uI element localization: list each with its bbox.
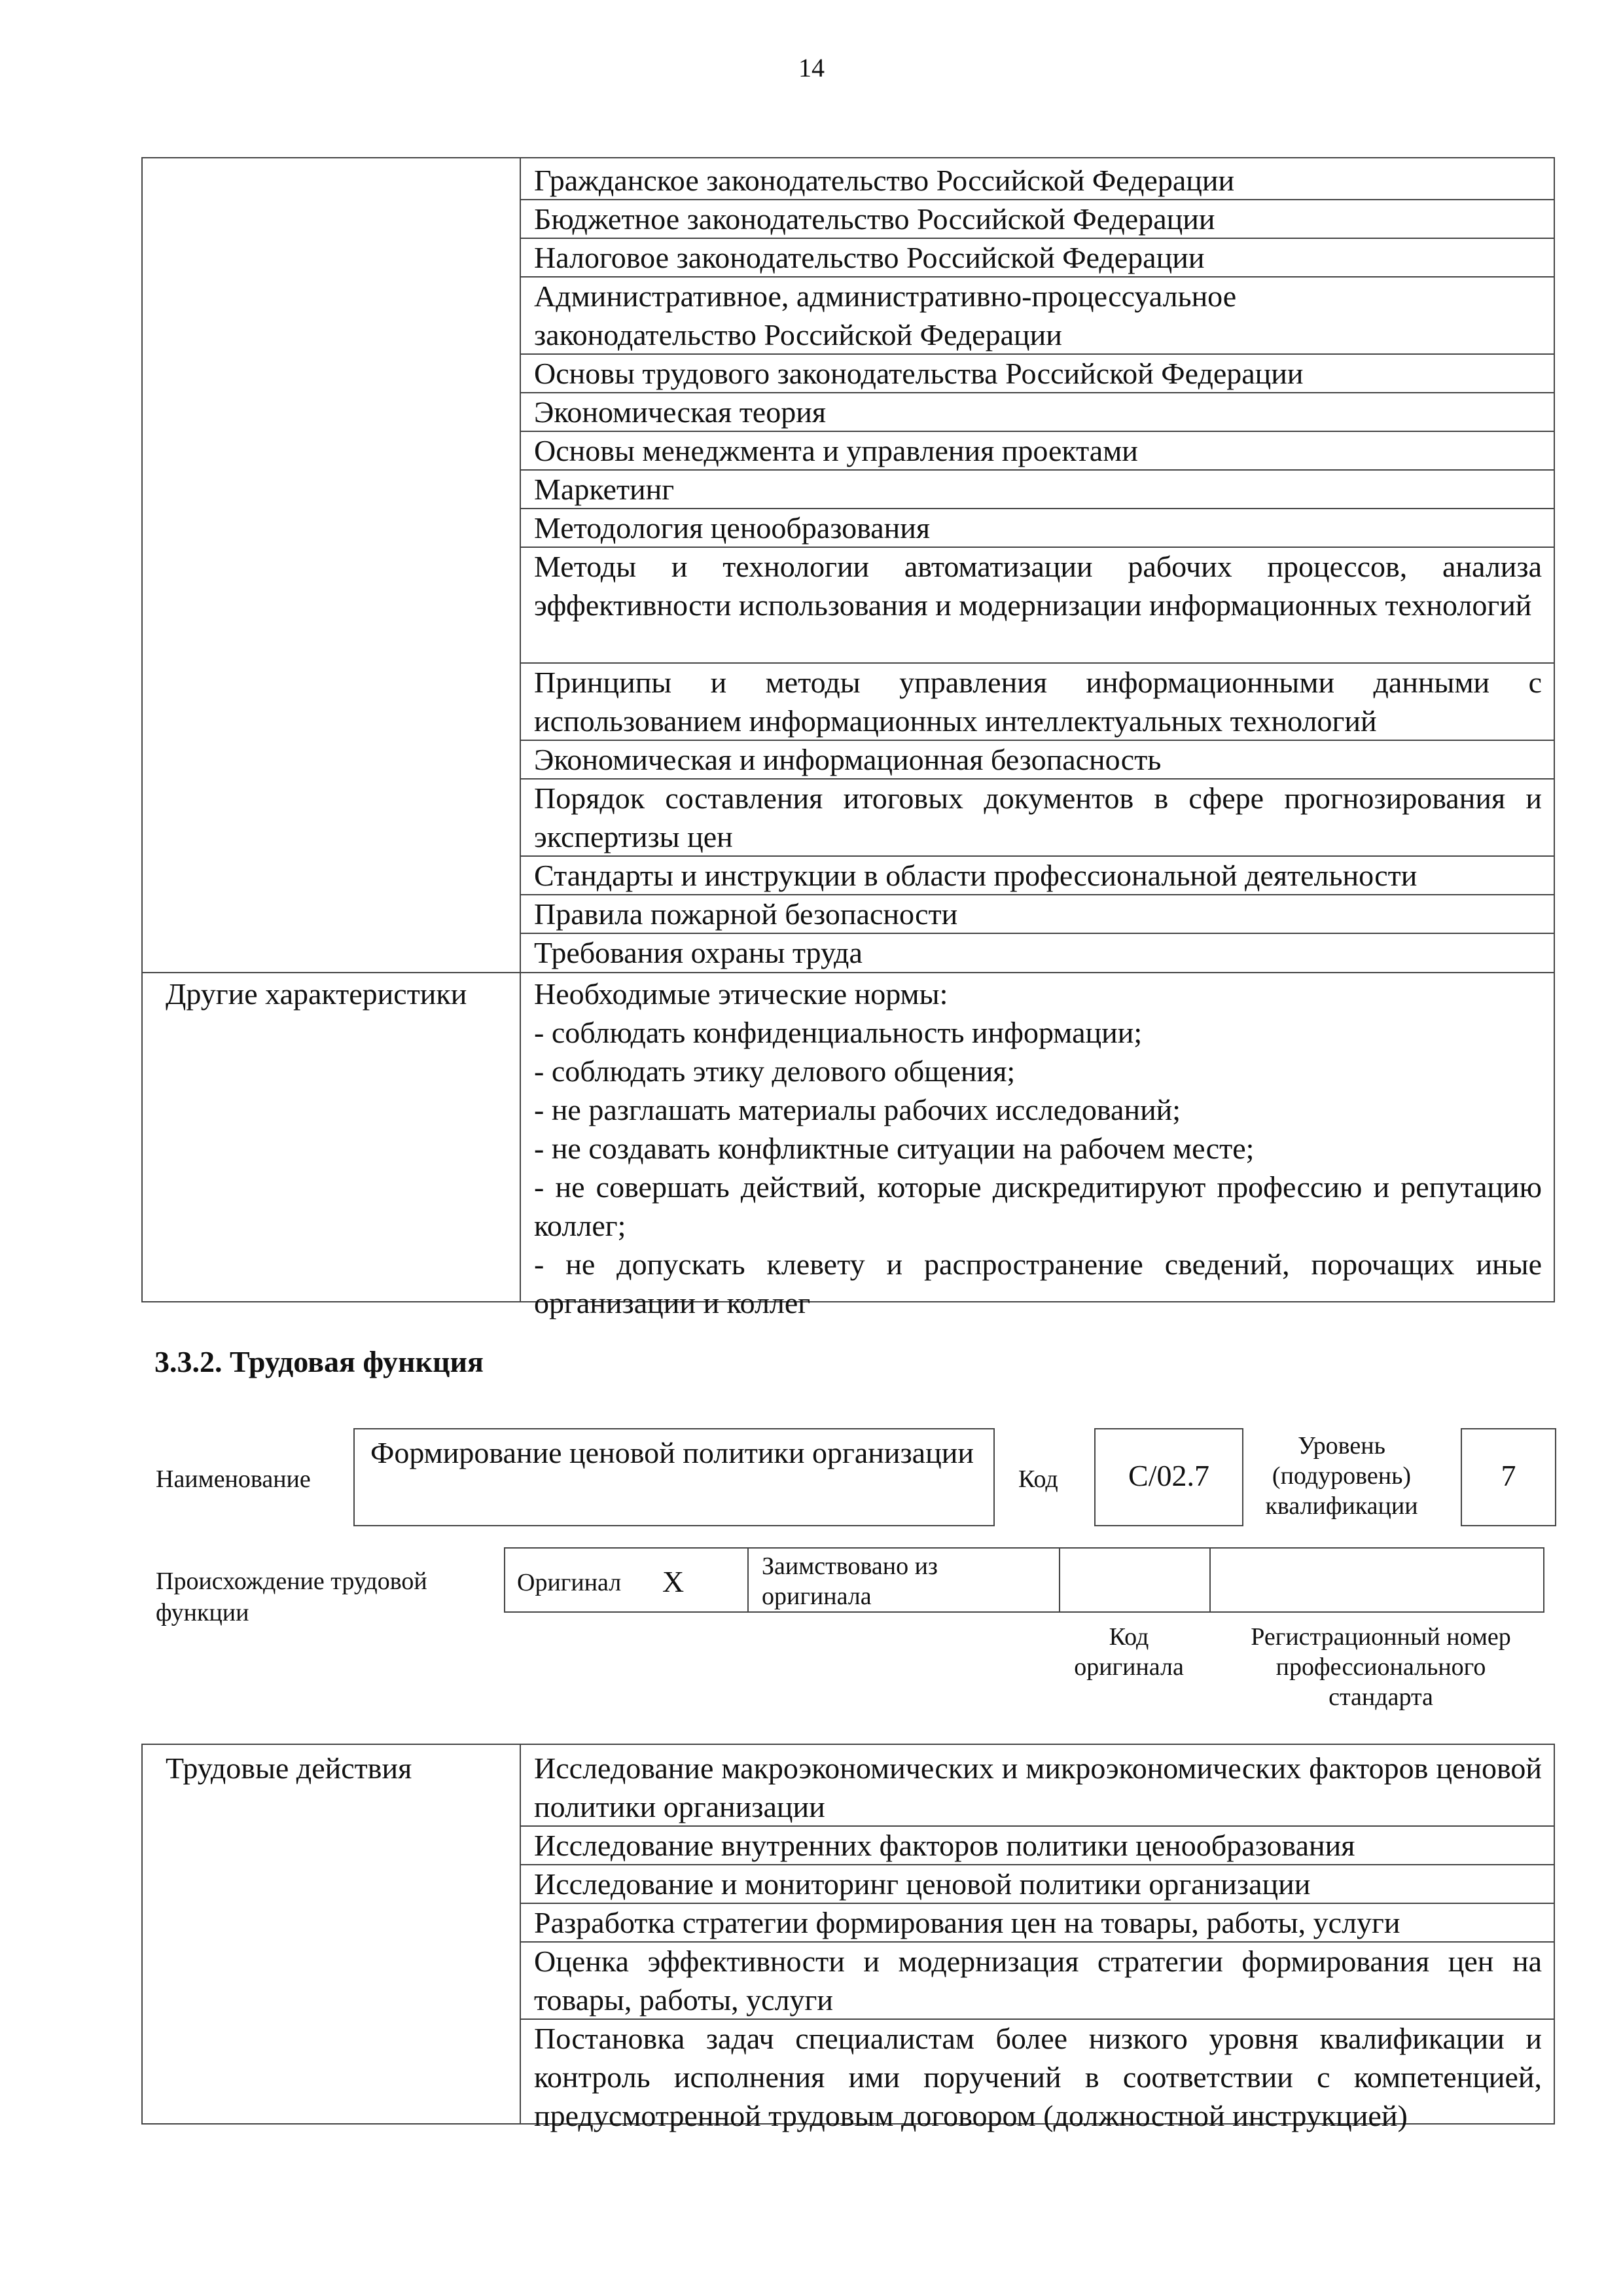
ethics-line: - соблюдать конфиденциальность информации; bbox=[534, 1016, 1143, 1049]
function-name-value: Формирование ценовой политики организации bbox=[370, 1436, 974, 1469]
knowledge-item: Бюджетное законодательство Российской Федерации bbox=[534, 202, 1215, 236]
code-label: Код bbox=[1018, 1465, 1058, 1493]
section-title: 3.3.2. Трудовая функция bbox=[154, 1345, 484, 1378]
knowledge-item: Административное, административно-процессуальное законодательство Российской Федерации bbox=[534, 279, 1237, 351]
action-item: Постановка задач специалистам более низкого уровня квалификации и контроль исполнения ими поручений в соответствии с компетенцией, предусмотренной трудовым договором (должностной инструкцией) bbox=[534, 2022, 1542, 2132]
other-characteristics-label: Другие характеристики bbox=[166, 977, 467, 1011]
action-item: Исследование внутренних факторов политики ценообразования bbox=[534, 1829, 1355, 1862]
labor-actions-label: Трудовые действия bbox=[166, 1751, 412, 1785]
reg-number-caption: Регистрационный номер профессионального стандарта bbox=[1251, 1623, 1511, 1711]
origin-label: Происхождение трудовой функции bbox=[156, 1568, 427, 1626]
knowledge-item: Гражданское законодательство Российской Федерации bbox=[534, 164, 1235, 197]
level-label: Уровень (подуровень) квалификации bbox=[1265, 1432, 1418, 1520]
knowledge-item: Основы менеджмента и управления проектами bbox=[534, 434, 1138, 467]
ethics-line: - не совершать действий, которые дискредитируют профессию и репутацию коллег; bbox=[534, 1170, 1542, 1242]
knowledge-item: Правила пожарной безопасности bbox=[534, 897, 958, 931]
level-value: 7 bbox=[1501, 1459, 1516, 1492]
knowledge-item: Принципы и методы управления информационными данными с использованием информационных интеллектуальных технологий bbox=[534, 666, 1542, 738]
action-item: Оценка эффективности и модернизация стратегии формирования цен на товары, работы, услуги bbox=[534, 1945, 1542, 2017]
knowledge-item: Методы и технологии автоматизации рабочих процессов, анализа эффективности использования и модернизации информационных технологий bbox=[534, 550, 1542, 622]
knowledge-item: Порядок составления итоговых документов в сфере прогнозирования и экспертизы цен bbox=[534, 781, 1542, 853]
original-mark: X bbox=[662, 1565, 685, 1598]
ethics-line: - соблюдать этику делового общения; bbox=[534, 1054, 1016, 1088]
function-name-box bbox=[353, 1428, 995, 1526]
action-item: Исследование и мониторинг ценовой политики организации bbox=[534, 1867, 1311, 1901]
knowledge-item: Маркетинг bbox=[534, 473, 675, 506]
name-label: Наименование bbox=[156, 1465, 311, 1493]
borrowed-label: Заимствовано из оригинала bbox=[762, 1552, 938, 1610]
knowledge-item: Требования охраны труда bbox=[534, 936, 863, 969]
ethics-line: - не допускать клевету и распространение сведений, порочащих иные организации и коллег bbox=[534, 1247, 1542, 1319]
knowledge-item: Методология ценообразования bbox=[534, 511, 931, 545]
page-number: 14 bbox=[798, 53, 825, 82]
knowledge-item: Основы трудового законодательства Российской Федерации bbox=[534, 357, 1304, 390]
level-box bbox=[1461, 1428, 1556, 1526]
origin-table bbox=[504, 1547, 1544, 1613]
code-value: C/02.7 bbox=[1128, 1459, 1209, 1492]
action-item: Разработка стратегии формирования цен на товары, работы, услуги bbox=[534, 1906, 1400, 1939]
knowledge-item: Экономическая теория bbox=[534, 395, 826, 429]
ethics-line: - не создавать конфликтные ситуации на рабочем месте; bbox=[534, 1132, 1255, 1165]
knowledge-table bbox=[141, 157, 1555, 1319]
knowledge-item: Стандарты и инструкции в области профессиональной деятельности bbox=[534, 859, 1418, 892]
ethics-line: - не разглашать материалы рабочих исследований; bbox=[534, 1093, 1181, 1126]
labor-actions-table bbox=[141, 1744, 1555, 2132]
knowledge-item: Налоговое законодательство Российской Федерации bbox=[534, 241, 1205, 274]
action-item: Исследование макроэкономических и микроэкономических факторов ценовой политики организации bbox=[534, 1751, 1542, 1823]
code-original-caption: Код оригинала bbox=[1074, 1623, 1184, 1681]
original-label: Оригинал bbox=[517, 1569, 622, 1596]
ethics-line: Необходимые этические нормы: bbox=[534, 977, 948, 1011]
code-box bbox=[1094, 1428, 1243, 1526]
knowledge-item: Экономическая и информационная безопасность bbox=[534, 743, 1162, 776]
